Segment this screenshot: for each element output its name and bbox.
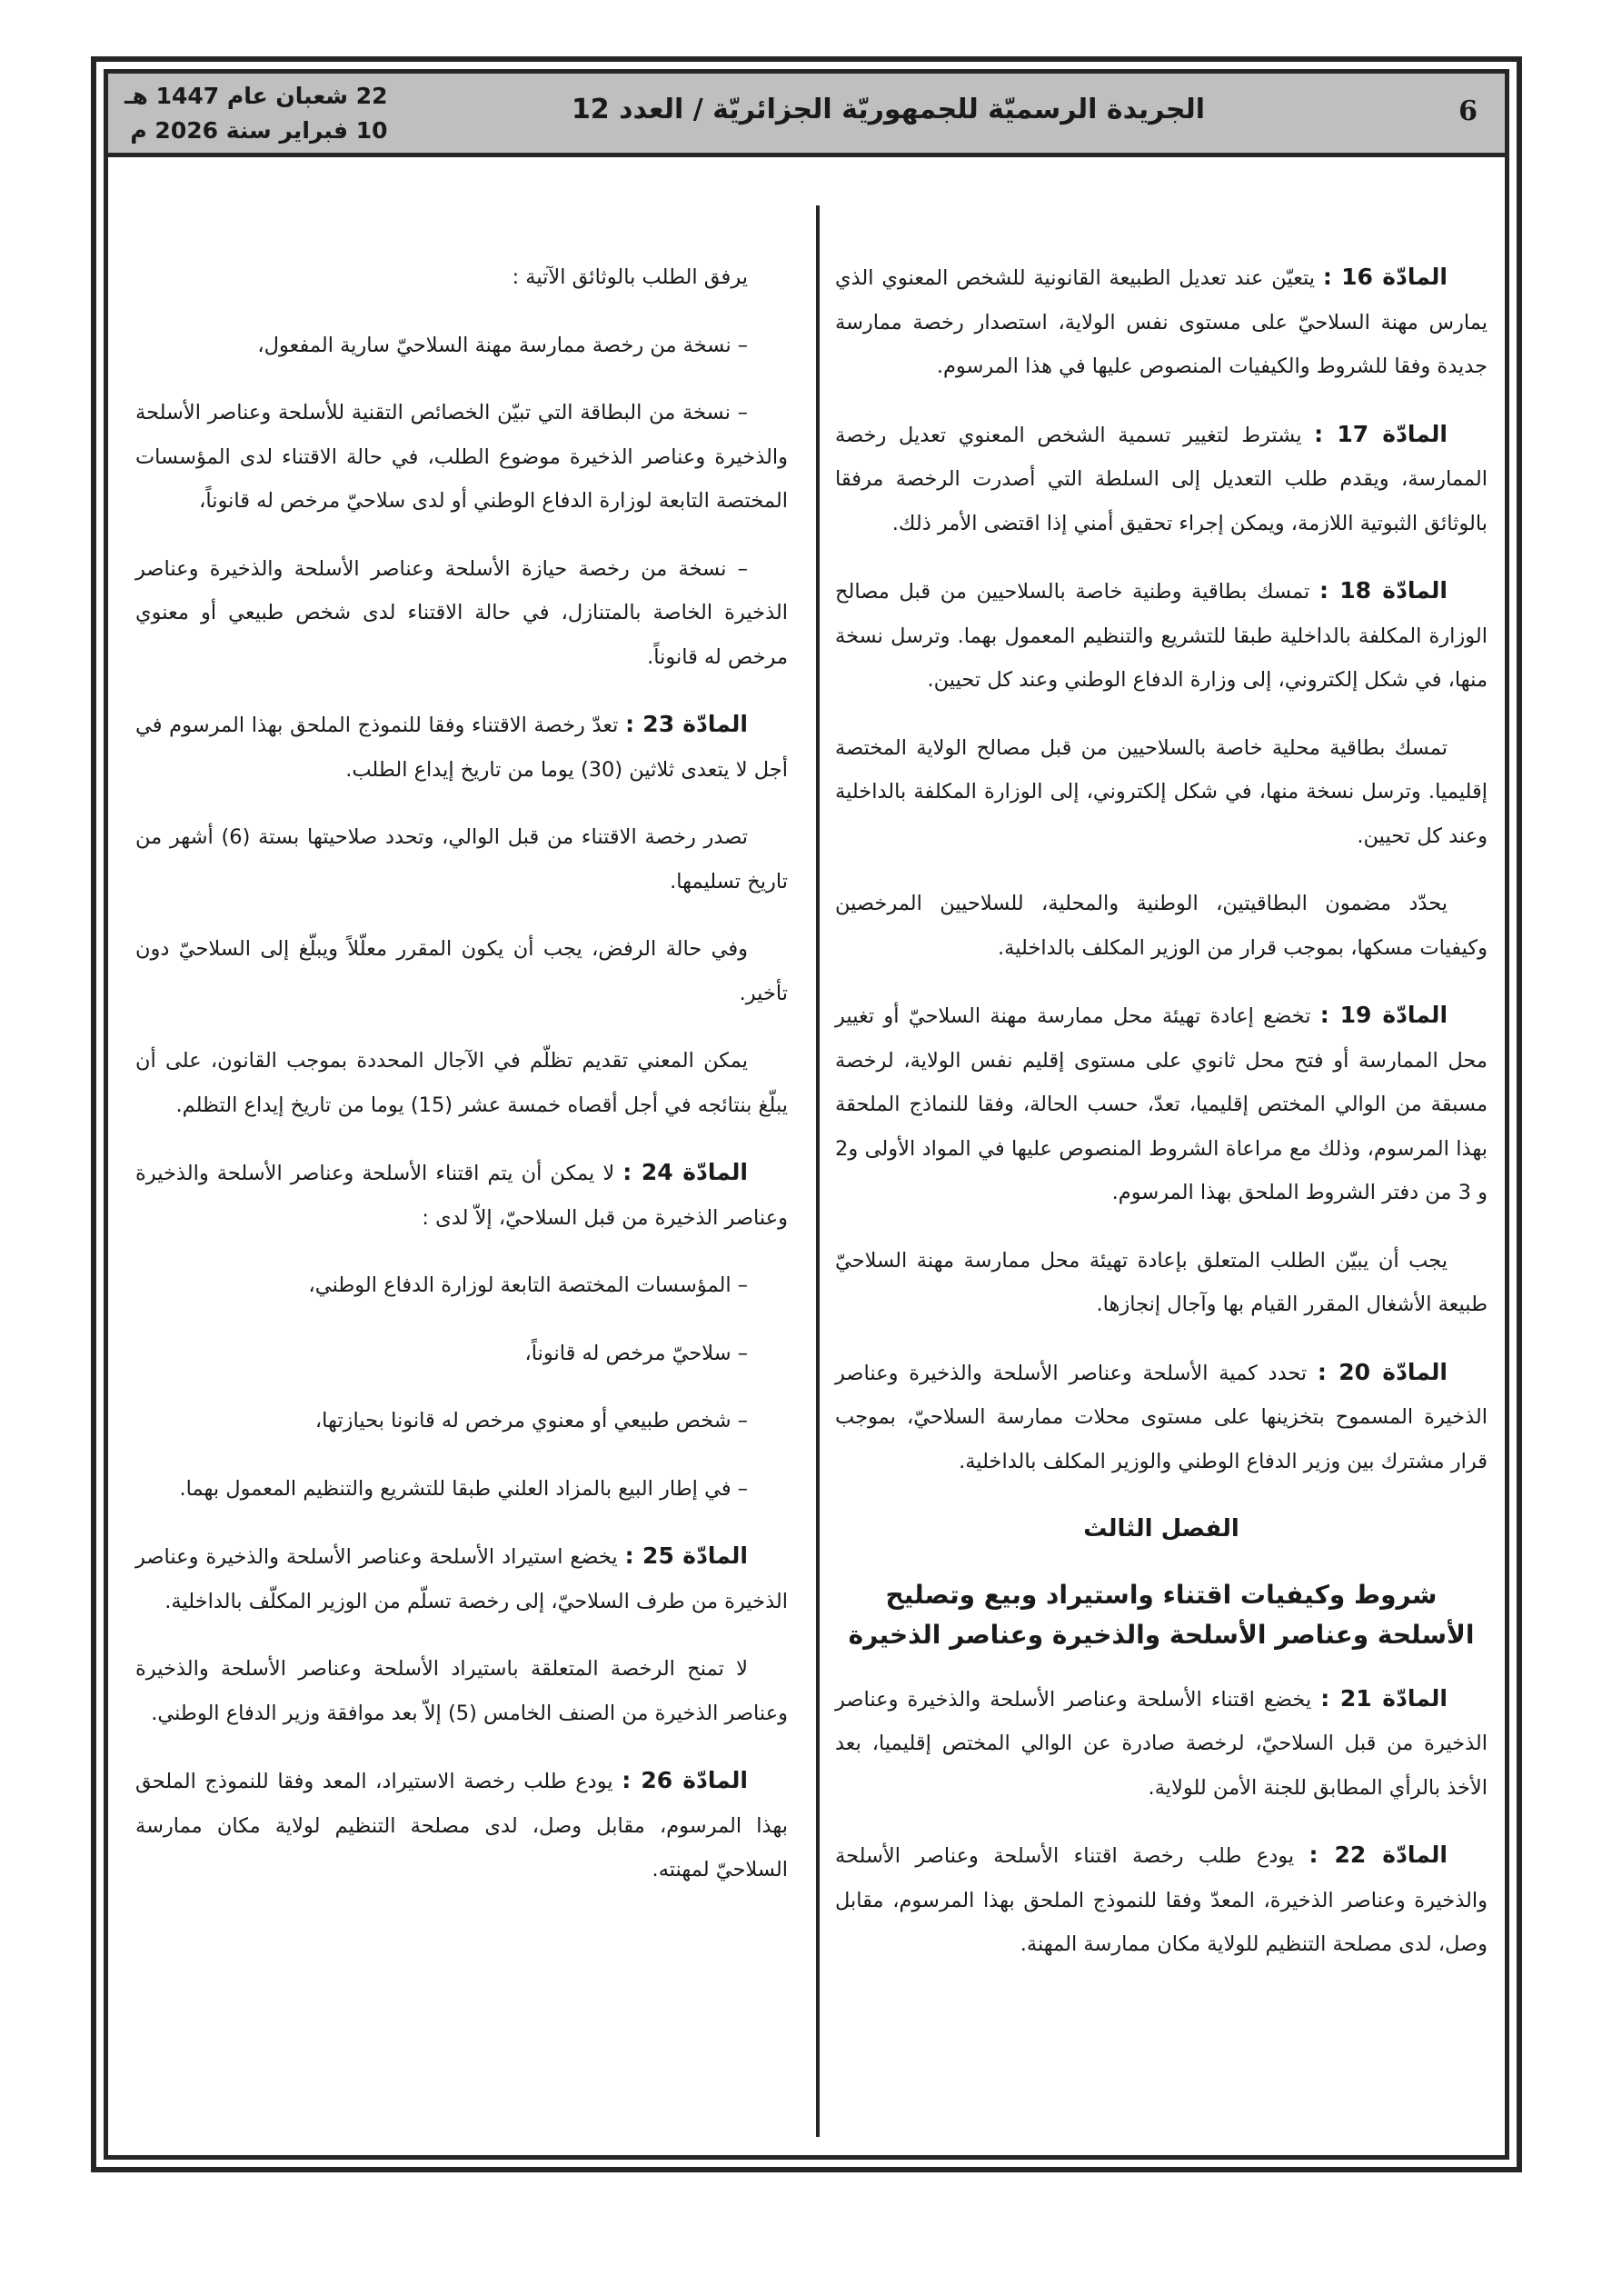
chapter-title: شروط وكيفيات اقتناء واستيراد وبيع وتصليح الأسلحة وعناصر الأسلحة والذخيرة وعناصر الذخيرة bbox=[848, 1579, 1475, 1650]
article-text: يودع طلب رخصة اقتناء الأسلحة وعناصر الأسلحة والذخيرة وعناصر الذخيرة، المعدّ وفقا للنموذج الملحق بهذا المرسوم، مقابل وصل، لدى مصلحة التنظيم للولاية مكان ممارسة المهنة. bbox=[835, 1844, 1488, 1956]
article-label: المادّة 24 : bbox=[622, 1159, 748, 1185]
article-text: يتعيّن عند تعديل الطبيعة القانونية للشخص المعنوي الذي يمارس مهنة السلاحيّ على مستوى نفس الولاية، استصدار رخصة ممارسة جديدة وفقا للشروط والكيفيات المنصوص عليها في هذا المرسوم. bbox=[835, 266, 1488, 378]
paragraph-text: تمسك بطاقية محلية خاصة بالسلاحيين من قبل مصالح الولاية المختصة إقليميا. وترسل نسخة منها، في شكل إلكتروني، إلى الوزارة المكلفة بالداخلية وعند كل تحيين. bbox=[835, 735, 1488, 848]
article-text: تعدّ رخصة الاقتناء وفقا للنموذج الملحق بهذا المرسوم في أجل لا يتعدى ثلاثين (30) يوما من تاريخ إيداع الطلب. bbox=[135, 714, 788, 782]
left-column bbox=[135, 255, 788, 1916]
date-gregorian: 10 فبراير سنة 2026 م bbox=[130, 117, 388, 144]
list-item bbox=[135, 1399, 788, 1443]
article-label: المادّة 17 : bbox=[1314, 420, 1448, 447]
column-divider bbox=[816, 205, 820, 2137]
list-item bbox=[135, 1332, 788, 1376]
article-20 bbox=[835, 1351, 1488, 1484]
paragraph bbox=[835, 726, 1488, 859]
paragraph-text: يحدّد مضمون البطاقيتين، الوطنية والمحلية، للسلاحيين المرخصين وكيفيات مسكها، بموجب قرار من الوزير المكلف بالداخلية. bbox=[835, 892, 1488, 960]
date-hijri: 22 شعبان عام 1447 هـ bbox=[124, 83, 388, 109]
article-text: يشترط لتغيير تسمية الشخص المعنوي تعديل رخصة الممارسة، ويقدم طلب التعديل إلى السلطة التي أصدرت الرخصة مرفقا بالوثائق الثبوتية اللازمة، ويمكن إجراء تحقيق أمني إذا اقتضى الأمر ذلك. bbox=[835, 423, 1488, 535]
gazette-title: الجريدة الرسميّة للجمهوريّة الجزائريّة / العدد 12 bbox=[571, 94, 1205, 125]
article-label: المادّة 26 : bbox=[622, 1767, 748, 1793]
article-label: المادّة 22 : bbox=[1309, 1842, 1448, 1868]
paragraph-text: يرفق الطلب بالوثائق الآتية : bbox=[512, 265, 748, 289]
article-23 bbox=[135, 703, 788, 792]
page-inner-frame bbox=[104, 69, 1509, 2160]
paragraph bbox=[835, 882, 1488, 970]
article-17 bbox=[835, 413, 1488, 546]
article-21 bbox=[835, 1677, 1488, 1811]
article-label: المادّة 20 : bbox=[1317, 1358, 1448, 1385]
article-text: يخضع اقتناء الأسلحة وعناصر الأسلحة والذخيرة وعناصر الذخيرة من قبل السلاحيّ، لرخصة صادرة عن الوالي المختص إقليميا، بعد الأخذ بالرأي المطابق للجنة الأمن للولاية. bbox=[835, 1687, 1488, 1800]
article-text: تخضع إعادة تهيئة محل ممارسة مهنة السلاحيّ أو تغيير محل الممارسة أو فتح محل ثانوي على مستوى إقليم نفس الولاية، لرخصة مسبقة من الوالي المختص إقليميا، تعدّ، حسب الحالة، وفقا للنماذج الملحقة بهذا المرسوم، وذلك مع مراعاة الشروط المنصوص عليها في المواد الأولى و2 و 3 من دفتر الشروط الملحق بهذا المرسوم. bbox=[835, 1004, 1488, 1204]
list-item-text: – شخص طبيعي أو معنوي مرخص له قانونا بحيازتها، bbox=[314, 1409, 748, 1433]
article-25 bbox=[135, 1534, 788, 1623]
paragraph bbox=[135, 927, 788, 1015]
article-19 bbox=[835, 993, 1488, 1215]
article-label: المادّة 23 : bbox=[625, 711, 748, 737]
article-18 bbox=[835, 569, 1488, 703]
article-16 bbox=[835, 255, 1488, 389]
page-number: 6 bbox=[1458, 95, 1478, 127]
chapter-heading: الفصل الثالث bbox=[1083, 1515, 1239, 1542]
list-item-text: – نسخة من رخصة حيازة الأسلحة وعناصر الأسلحة والذخيرة وعناصر الذخيرة الخاصة بالمتنازل، في حالة الاقتناء لدى شخص طبيعي أو معنوي مرخص له قانوناً. bbox=[135, 556, 788, 669]
article-22 bbox=[835, 1833, 1488, 1967]
article-24 bbox=[135, 1151, 788, 1240]
list-item bbox=[135, 1467, 788, 1512]
article-label: المادّة 19 : bbox=[1319, 1002, 1448, 1028]
paragraph-text: تصدر رخصة الاقتناء من قبل الوالي، وتحدد صلاحيتها بستة (6) أشهر من تاريخ تسليمها. bbox=[135, 825, 788, 893]
list-item bbox=[135, 547, 788, 680]
paragraph-text: يمكن المعني تقديم تظلّم في الآجال المحددة بموجب القانون، على أن يبلّغ بنتائجه في أجل أقصاه خمسة عشر (15) يوما من تاريخ إيداع التظلم. bbox=[135, 1049, 788, 1117]
list-item-text: – نسخة من رخصة ممارسة مهنة السلاحيّ سارية المفعول، bbox=[257, 333, 748, 357]
article-text: يخضع استيراد الأسلحة وعناصر الأسلحة والذخيرة وعناصر الذخيرة من طرف السلاحيّ، إلى رخصة تسلّم من الوزير المكلّف بالداخلية. bbox=[135, 1545, 788, 1613]
right-column bbox=[835, 255, 1488, 1991]
list-item-text: – المؤسسات المختصة التابعة لوزارة الدفاع الوطني، bbox=[308, 1273, 748, 1297]
list-item-text: – نسخة من البطاقة التي تبيّن الخصائص التقنية للأسلحة وعناصر الأسلحة والذخيرة وعناصر الذخيرة موضوع الطلب، في حالة الاقتناء لدى المؤسسات المختصة التابعة لوزارة الدفاع الوطني أو لدى سلاحيّ مرخص له قانوناً، bbox=[135, 401, 788, 513]
paragraph bbox=[135, 255, 788, 300]
paragraph-text: وفي حالة الرفض، يجب أن يكون المقرر معلّلاً ويبلّغ إلى السلاحيّ دون تأخير. bbox=[135, 937, 788, 1005]
list-item-text: – في إطار البيع بالمزاد العلني طبقا للتشريع والتنظيم المعمول بهما. bbox=[179, 1476, 748, 1501]
paragraph-text: يجب أن يبيّن الطلب المتعلق بإعادة تهيئة محل ممارسة مهنة السلاحيّ طبيعة الأشغال المقرر القيام بها وآجال إنجازها. bbox=[835, 1248, 1488, 1316]
list-item-text: – سلاحيّ مرخص له قانوناً، bbox=[524, 1341, 748, 1365]
article-label: المادّة 16 : bbox=[1322, 264, 1448, 290]
paragraph bbox=[135, 815, 788, 903]
paragraph bbox=[835, 1239, 1488, 1327]
article-26 bbox=[135, 1759, 788, 1892]
article-text: تمسك بطاقية وطنية خاصة بالسلاحيين من قبل مصالح الوزارة المكلفة بالداخلية طبقا للتشريع والتنظيم المعمول بهما. وترسل نسخة منها، في شكل إلكتروني، إلى وزارة الدفاع الوطني وعند كل تحيين. bbox=[835, 580, 1488, 692]
paragraph bbox=[135, 1647, 788, 1735]
page-frame bbox=[91, 56, 1522, 2172]
page-header bbox=[108, 74, 1505, 157]
list-item bbox=[135, 391, 788, 524]
issue-date bbox=[124, 79, 388, 148]
paragraph-text: لا تمنح الرخصة المتعلقة باستيراد الأسلحة وعناصر الأسلحة والذخيرة وعناصر الذخيرة من الصنف الخامس (5) إلاّ بعد موافقة وزير الدفاع الوطني. bbox=[135, 1657, 788, 1725]
article-label: المادّة 18 : bbox=[1319, 577, 1448, 604]
paragraph bbox=[135, 1039, 788, 1127]
article-label: المادّة 25 : bbox=[624, 1542, 748, 1569]
list-item bbox=[135, 324, 788, 368]
article-text: يودع طلب رخصة الاستيراد، المعد وفقا للنموذج الملحق بهذا المرسوم، مقابل وصل، لدى مصلحة التنظيم لولاية مكان ممارسة السلاحيّ لمهنته. bbox=[135, 1770, 788, 1882]
list-item bbox=[135, 1263, 788, 1308]
article-label: المادّة 21 : bbox=[1320, 1684, 1448, 1712]
article-text: لا يمكن أن يتم اقتناء الأسلحة وعناصر الأسلحة والذخيرة وعناصر الذخيرة من قبل السلاحيّ، إلاّ لدى : bbox=[135, 1162, 788, 1230]
article-text: تحدد كمية الأسلحة وعناصر الأسلحة والذخيرة وعناصر الذخيرة المسموح بتخزينها على مستوى محلات ممارسة السلاحيّ، بموجب قرار مشترك بين وزير الدفاع الوطني والوزير المكلف بالداخلية. bbox=[835, 1361, 1488, 1473]
